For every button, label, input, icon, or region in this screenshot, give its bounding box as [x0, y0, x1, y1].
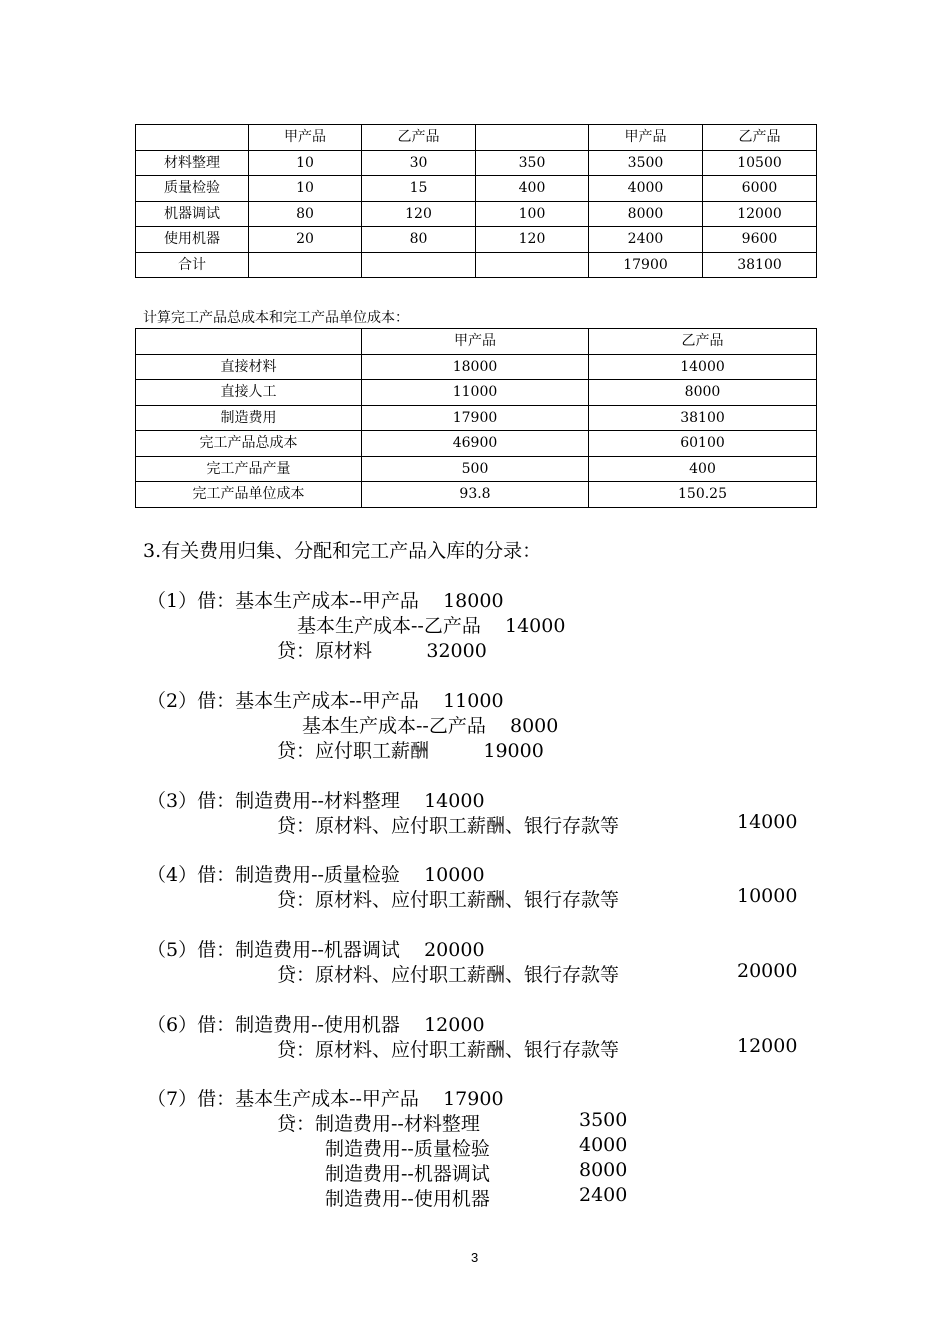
- journal-entry-credit: 贷：原材料、应付职工薪酬、银行存款等: [277, 964, 620, 986]
- credit-amount: 3500: [579, 1109, 628, 1131]
- table-cell: 直接材料: [136, 354, 362, 380]
- credit-amount: 14000: [737, 811, 798, 833]
- table-cell: 4000: [589, 176, 703, 202]
- credit-line: 制造费用--使用机器: [325, 1188, 490, 1210]
- section-title: 3.有关费用归集、分配和完工产品入库的分录：: [143, 540, 542, 562]
- table-cell: 材料整理: [136, 150, 249, 176]
- table-cell: [476, 125, 589, 151]
- table-cell: 9600: [703, 227, 817, 253]
- table-row: [136, 456, 817, 482]
- table-cell: 46900: [362, 431, 589, 457]
- table-cell: 38100: [589, 405, 817, 431]
- table-cell: 18000: [362, 354, 589, 380]
- journal-entry-debit: （6）借：制造费用--使用机器 12000: [147, 1014, 485, 1036]
- table-cell: 80: [362, 227, 476, 253]
- journal-entry-credit: 贷：原材料、应付职工薪酬、银行存款等: [277, 815, 620, 837]
- table-cell: 93.8: [362, 482, 589, 508]
- credit-amount: 2400: [579, 1184, 628, 1206]
- table-cell: 制造费用: [136, 405, 362, 431]
- table-cell: 38100: [703, 252, 817, 278]
- table-cell: 3500: [589, 150, 703, 176]
- credit-amount: 20000: [737, 960, 798, 982]
- table-cell: 80: [249, 201, 362, 227]
- journal-entry-credit: 贷：原材料、应付职工薪酬、银行存款等: [277, 1039, 620, 1061]
- credit-amount: 12000: [737, 1035, 798, 1057]
- table-cell: 30: [362, 150, 476, 176]
- credit-amount: 10000: [737, 885, 798, 907]
- journal-entry-debit: （7）借：基本生产成本--甲产品 17900: [147, 1088, 504, 1110]
- table-cell: 15: [362, 176, 476, 202]
- table-cell: 8000: [589, 380, 817, 406]
- table-cell: 10500: [703, 150, 817, 176]
- table-cell: 17900: [362, 405, 589, 431]
- table-cell: 17900: [589, 252, 703, 278]
- table-cell: 400: [589, 456, 817, 482]
- table-row: [136, 354, 817, 380]
- journal-entry-debit: （2）借：基本生产成本--甲产品 11000: [147, 690, 504, 712]
- table-row: [136, 380, 817, 406]
- table-cell: 10: [249, 150, 362, 176]
- table-cell: 合计: [136, 252, 249, 278]
- credit-line: 制造费用--机器调试: [325, 1163, 490, 1185]
- table-cell: 完工产品产量: [136, 456, 362, 482]
- table-total-row: [136, 252, 817, 278]
- journal-entry-credit: 贷：原材料 32000: [277, 640, 487, 662]
- journal-entry-credit: 贷：应付职工薪酬 19000: [277, 740, 544, 762]
- table-cell: 8000: [589, 201, 703, 227]
- table-cell: 2400: [589, 227, 703, 253]
- journal-entry-debit: （5）借：制造费用--机器调试 20000: [147, 939, 485, 961]
- table-cell: 甲产品: [362, 329, 589, 355]
- journal-entry-debit: （1）借：基本生产成本--甲产品 18000: [147, 590, 504, 612]
- table-cell: 120: [476, 227, 589, 253]
- table-caption: 计算完工产品总成本和完工产品单位成本：: [143, 310, 409, 326]
- table-cell: 12000: [703, 201, 817, 227]
- table-cell: 150.25: [589, 482, 817, 508]
- table-cell: 完工产品单位成本: [136, 482, 362, 508]
- table-cell: [476, 252, 589, 278]
- page-number: 3: [471, 1250, 479, 1265]
- table-cell: 120: [362, 201, 476, 227]
- table-cell: 350: [476, 150, 589, 176]
- table-cell: [136, 125, 249, 151]
- table-cell: 完工产品总成本: [136, 431, 362, 457]
- table-cell: 60100: [589, 431, 817, 457]
- table-cell: 11000: [362, 380, 589, 406]
- journal-entry-debit: （4）借：制造费用--质量检验 10000: [147, 864, 485, 886]
- table-cell: 甲产品: [589, 125, 703, 151]
- journal-entry-debit-line: 基本生产成本--乙产品 14000: [297, 615, 566, 637]
- table-cell: 机器调试: [136, 201, 249, 227]
- journal-entry-debit: （3）借：制造费用--材料整理 14000: [147, 790, 485, 812]
- credit-amount: 4000: [579, 1134, 628, 1156]
- table-cell: [136, 329, 362, 355]
- table-row: [136, 482, 817, 508]
- credit-line: 制造费用--质量检验: [325, 1138, 490, 1160]
- table-cell: 10: [249, 176, 362, 202]
- cost-summary-table: [135, 328, 817, 508]
- table-cell: 使用机器: [136, 227, 249, 253]
- table-cell: [249, 252, 362, 278]
- table-row: [136, 176, 817, 202]
- table-cell: [362, 252, 476, 278]
- table-cell: 直接人工: [136, 380, 362, 406]
- allocation-table: [135, 124, 817, 278]
- table-cell: 甲产品: [249, 125, 362, 151]
- table-cell: 乙产品: [703, 125, 817, 151]
- table-cell: 100: [476, 201, 589, 227]
- table-cell: 乙产品: [589, 329, 817, 355]
- table-row: [136, 150, 817, 176]
- table-cell: 20: [249, 227, 362, 253]
- journal-entry-credit: 贷：制造费用--材料整理: [277, 1113, 480, 1135]
- journal-entry-credit: 贷：原材料、应付职工薪酬、银行存款等: [277, 889, 620, 911]
- journal-entry-debit-line: 基本生产成本--乙产品 8000: [302, 715, 559, 737]
- table-cell: 500: [362, 456, 589, 482]
- credit-amount: 8000: [579, 1159, 628, 1181]
- table-cell: 6000: [703, 176, 817, 202]
- table-cell: 质量检验: [136, 176, 249, 202]
- table-header-row: [136, 329, 817, 355]
- table-cell: 14000: [589, 354, 817, 380]
- table-cell: 乙产品: [362, 125, 476, 151]
- table-row: [136, 201, 817, 227]
- table-header-row: [136, 125, 817, 151]
- table-cell: 400: [476, 176, 589, 202]
- table-row: [136, 227, 817, 253]
- table-row: [136, 405, 817, 431]
- table-row: [136, 431, 817, 457]
